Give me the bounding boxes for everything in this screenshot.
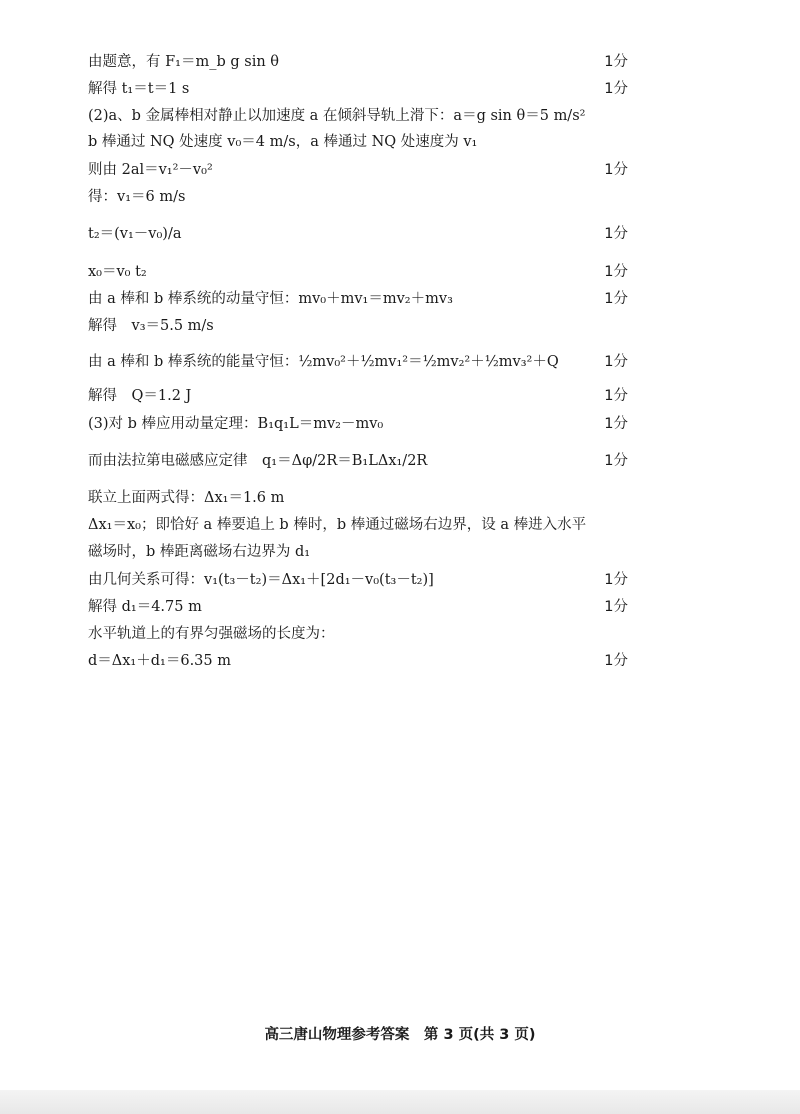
answer-line	[88, 187, 628, 207]
page-footer: 高三唐山物理参考答案 第 3 页(共 3 页)	[264, 1027, 536, 1043]
answer-line	[88, 386, 628, 406]
answer-line	[88, 316, 628, 336]
line-text: 水平轨道上的有界匀强磁场的长度为：	[88, 626, 335, 642]
line-text: (2)a、b 金属棒相对静止以加速度 a 在倾斜导轨上滑下：a＝g sin θ＝5 m/s²	[88, 108, 586, 124]
scan-bottom-edge	[0, 1090, 800, 1114]
line-text: x₀＝v₀ t₂	[88, 264, 147, 280]
line-score: 1分	[604, 162, 628, 178]
answer-line	[88, 289, 628, 309]
line-score: 1分	[604, 291, 628, 307]
line-score: 1分	[604, 264, 628, 280]
line-score: 1分	[604, 54, 628, 70]
answer-line	[88, 262, 628, 282]
line-score: 1分	[604, 453, 628, 469]
line-text: 由 a 棒和 b 棒系统的动量守恒：mv₀＋mv₁＝mv₂＋mv₃	[88, 291, 453, 307]
answer-line	[88, 451, 628, 471]
line-text: d＝Δx₁＋d₁＝6.35 m	[88, 653, 231, 669]
line-text: 磁场时，b 棒距离磁场右边界为 d₁	[88, 544, 311, 560]
line-score: 1分	[604, 572, 628, 588]
line-score: 1分	[604, 226, 628, 242]
line-text: 解得 t₁＝t＝1 s	[88, 81, 190, 97]
answer-line	[88, 488, 628, 508]
answer-line	[88, 160, 628, 180]
answer-line	[88, 52, 628, 72]
answer-line	[88, 624, 628, 644]
answer-line	[88, 651, 628, 671]
answer-line	[88, 352, 628, 372]
line-score: 1分	[604, 81, 628, 97]
line-text: 由 a 棒和 b 棒系统的能量守恒：½mv₀²＋½mv₁²＝½mv₂²＋½mv₃²＋Q	[88, 354, 559, 370]
line-text: 得：v₁＝6 m/s	[88, 189, 186, 205]
answer-line	[88, 414, 628, 434]
answer-line	[88, 515, 628, 535]
line-text: (3)对 b 棒应用动量定理：B₁q₁L＝mv₂－mv₀	[88, 416, 384, 432]
line-score: 1分	[604, 388, 628, 404]
line-score: 1分	[604, 599, 628, 615]
line-score: 1分	[604, 416, 628, 432]
line-score: 1分	[604, 354, 628, 370]
line-text: 则由 2al＝v₁²－v₀²	[88, 162, 213, 178]
line-score: 1分	[604, 653, 628, 669]
line-text: 而由法拉第电磁感应定律 q₁＝Δφ/2R＝B₁LΔx₁/2R	[88, 453, 428, 469]
line-text: 解得 d₁＝4.75 m	[88, 599, 202, 615]
answer-line	[88, 224, 628, 244]
answer-line	[88, 597, 628, 617]
line-text: t₂＝(v₁－v₀)/a	[88, 226, 182, 242]
line-text: 由几何关系可得：v₁(t₃－t₂)＝Δx₁＋[2d₁－v₀(t₃－t₂)]	[88, 572, 434, 588]
line-text: b 棒通过 NQ 处速度 v₀＝4 m/s，a 棒通过 NQ 处速度为 v₁	[88, 134, 478, 150]
line-text: 由题意，有 F₁＝m_b g sin θ	[88, 54, 280, 70]
answer-line	[88, 106, 648, 126]
answer-line	[88, 570, 628, 590]
line-text: 联立上面两式得：Δx₁＝1.6 m	[88, 490, 285, 506]
line-text: Δx₁＝x₀；即恰好 a 棒要追上 b 棒时，b 棒通过磁场右边界，设 a 棒进入水平	[88, 517, 587, 533]
line-text: 解得 v₃＝5.5 m/s	[88, 318, 214, 334]
line-text: 解得 Q＝1.2 J	[88, 388, 192, 404]
answer-line	[88, 79, 628, 99]
answer-line	[88, 132, 628, 152]
answer-line	[88, 542, 628, 562]
